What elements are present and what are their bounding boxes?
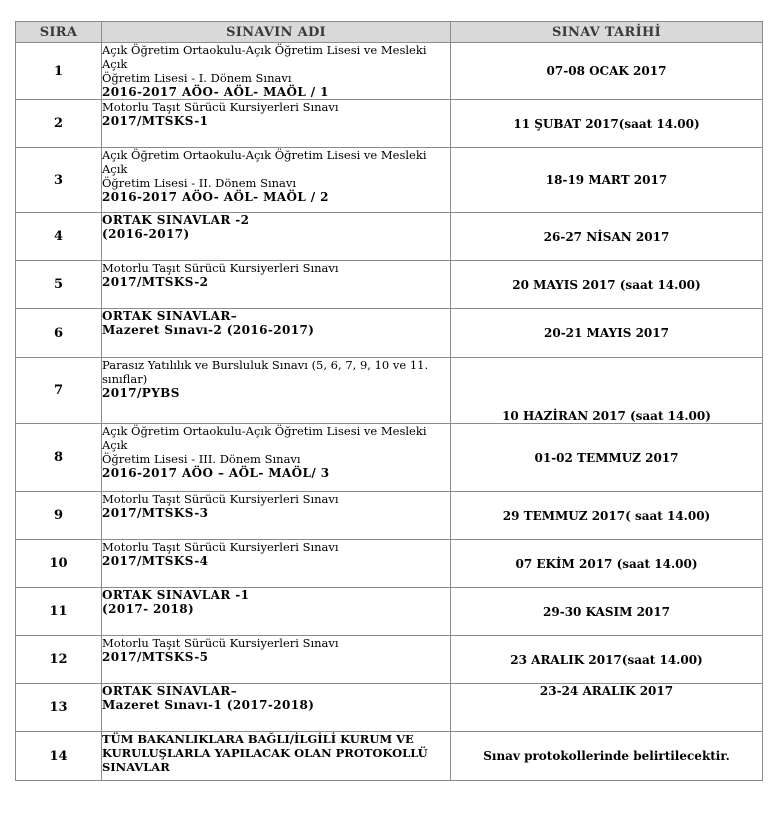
exam-description: sınıflar) [102,372,148,386]
exam-name-cell [102,636,451,684]
exam-code: 2017/PYBS [102,386,180,400]
exam-name-cell [102,213,451,261]
exam-code: ORTAK SINAVLAR -2 [102,213,250,227]
exam-description: Öğretim Lisesi - I. Dönem Sınavı [102,71,292,85]
exam-name-cell [102,358,451,424]
row-number: 6 [16,309,102,358]
exam-date: 11 ŞUBAT 2017(saat 14.00) [451,100,763,148]
table-row [16,100,763,148]
exam-date: 26-27 NİSAN 2017 [451,213,763,261]
exam-date: 20 MAYIS 2017 (saat 14.00) [451,261,763,309]
exam-code-detail: Mazeret Sınavı-1 (2017-2018) [102,698,315,712]
exam-code-detail: (2016-2017) [102,227,190,241]
exam-description: Açık Öğretim Ortaokulu-Açık Öğretim Lisesi ve Mesleki Açık [102,148,427,176]
row-number: 13 [16,684,102,732]
table-row [16,684,763,732]
row-number: 10 [16,540,102,588]
row-number: 12 [16,636,102,684]
header-sinav-tarihi: SINAV TARİHİ [451,22,763,43]
exam-name-cell [102,424,451,492]
table-row [16,358,763,424]
table-row [16,261,763,309]
exam-description: Açık Öğretim Ortaokulu-Açık Öğretim Lisesi ve Mesleki Açık [102,43,427,71]
exam-name-cell [102,148,451,213]
exam-description: Motorlu Taşıt Sürücü Kursiyerleri Sınavı [102,540,339,554]
exam-name-cell [102,43,451,100]
table-row [16,213,763,261]
exam-code: 2017/MTSKS-3 [102,506,209,520]
exam-date: 29-30 KASIM 2017 [451,588,763,636]
exam-description: Açık Öğretim Ortaokulu-Açık Öğretim Lisesi ve Mesleki Açık [102,424,427,452]
header-row [16,22,763,43]
exam-date: 29 TEMMUZ 2017( saat 14.00) [451,492,763,540]
exam-agency-line: TÜM BAKANLIKLARA BAĞLI/İLGİLİ KURUM VE [102,732,414,746]
table-row [16,636,763,684]
exam-agency-line: SINAVLAR [102,760,170,774]
table-row [16,148,763,213]
row-number: 8 [16,424,102,492]
table-row [16,540,763,588]
exam-description: Öğretim Lisesi - II. Dönem Sınavı [102,176,297,190]
exam-code: 2016-2017 AÖO- AÖL- MAÖL / 1 [102,85,329,99]
exam-code: ORTAK SINAVLAR -1 [102,588,250,602]
row-number: 11 [16,588,102,636]
exam-date: 23 ARALIK 2017(saat 14.00) [451,636,763,684]
table-row [16,732,763,781]
row-number: 9 [16,492,102,540]
row-number: 5 [16,261,102,309]
table-row [16,309,763,358]
exam-description: Parasız Yatılılık ve Bursluluk Sınavı (5, 6, 7, 9, 10 ve 11. [102,358,429,372]
exam-name-cell [102,100,451,148]
exam-code: 2017/MTSKS-4 [102,554,209,568]
exam-description: Öğretim Lisesi - III. Dönem Sınavı [102,452,301,466]
row-number: 4 [16,213,102,261]
exam-name-cell [102,684,451,732]
exam-date: 18-19 MART 2017 [451,148,763,213]
exam-date: 07 EKİM 2017 (saat 14.00) [451,540,763,588]
table-row [16,43,763,100]
row-number: 1 [16,43,102,100]
exam-name-cell [102,309,451,358]
exam-date: 23-24 ARALIK 2017 [451,684,763,732]
exam-name-cell [102,732,451,781]
exam-description: Motorlu Taşıt Sürücü Kursiyerleri Sınavı [102,261,339,275]
exam-date: 10 HAZİRAN 2017 (saat 14.00) [451,358,763,424]
header-sira: SIRA [16,22,102,43]
exam-date: 20-21 MAYIS 2017 [451,309,763,358]
header-sinav-adi: SINAVIN ADI [102,22,451,43]
exam-date: 07-08 OCAK 2017 [451,43,763,100]
exam-code: 2016-2017 AÖO- AÖL- MAÖL / 2 [102,190,329,204]
row-number: 3 [16,148,102,213]
row-number: 7 [16,358,102,424]
exam-code: 2016-2017 AÖO – AÖL- MAÖL/ 3 [102,466,330,480]
exam-code: ORTAK SINAVLAR– [102,684,238,698]
exam-code: 2017/MTSKS-5 [102,650,209,664]
exam-agency-line: KURULUŞLARLA YAPILACAK OLAN PROTOKOLLÜ [102,746,428,760]
exam-code: ORTAK SINAVLAR– [102,309,238,323]
table-row [16,424,763,492]
exam-schedule-table [15,21,763,781]
row-number: 2 [16,100,102,148]
exam-code: 2017/MTSKS-2 [102,275,209,289]
exam-name-cell [102,540,451,588]
exam-description: Motorlu Taşıt Sürücü Kursiyerleri Sınavı [102,636,339,650]
exam-name-cell [102,588,451,636]
exam-code: 2017/MTSKS-1 [102,114,209,128]
exam-name-cell [102,492,451,540]
exam-code-detail: Mazeret Sınavı-2 (2016-2017) [102,323,315,337]
exam-name-cell [102,261,451,309]
exam-date: Sınav protokollerinde belirtilecektir. [451,732,763,781]
exam-description: Motorlu Taşıt Sürücü Kursiyerleri Sınavı [102,100,339,114]
row-number: 14 [16,732,102,781]
table-row [16,588,763,636]
exam-description: Motorlu Taşıt Sürücü Kursiyerleri Sınavı [102,492,339,506]
table-row [16,492,763,540]
exam-code-detail: (2017- 2018) [102,602,195,616]
exam-date: 01-02 TEMMUZ 2017 [451,424,763,492]
